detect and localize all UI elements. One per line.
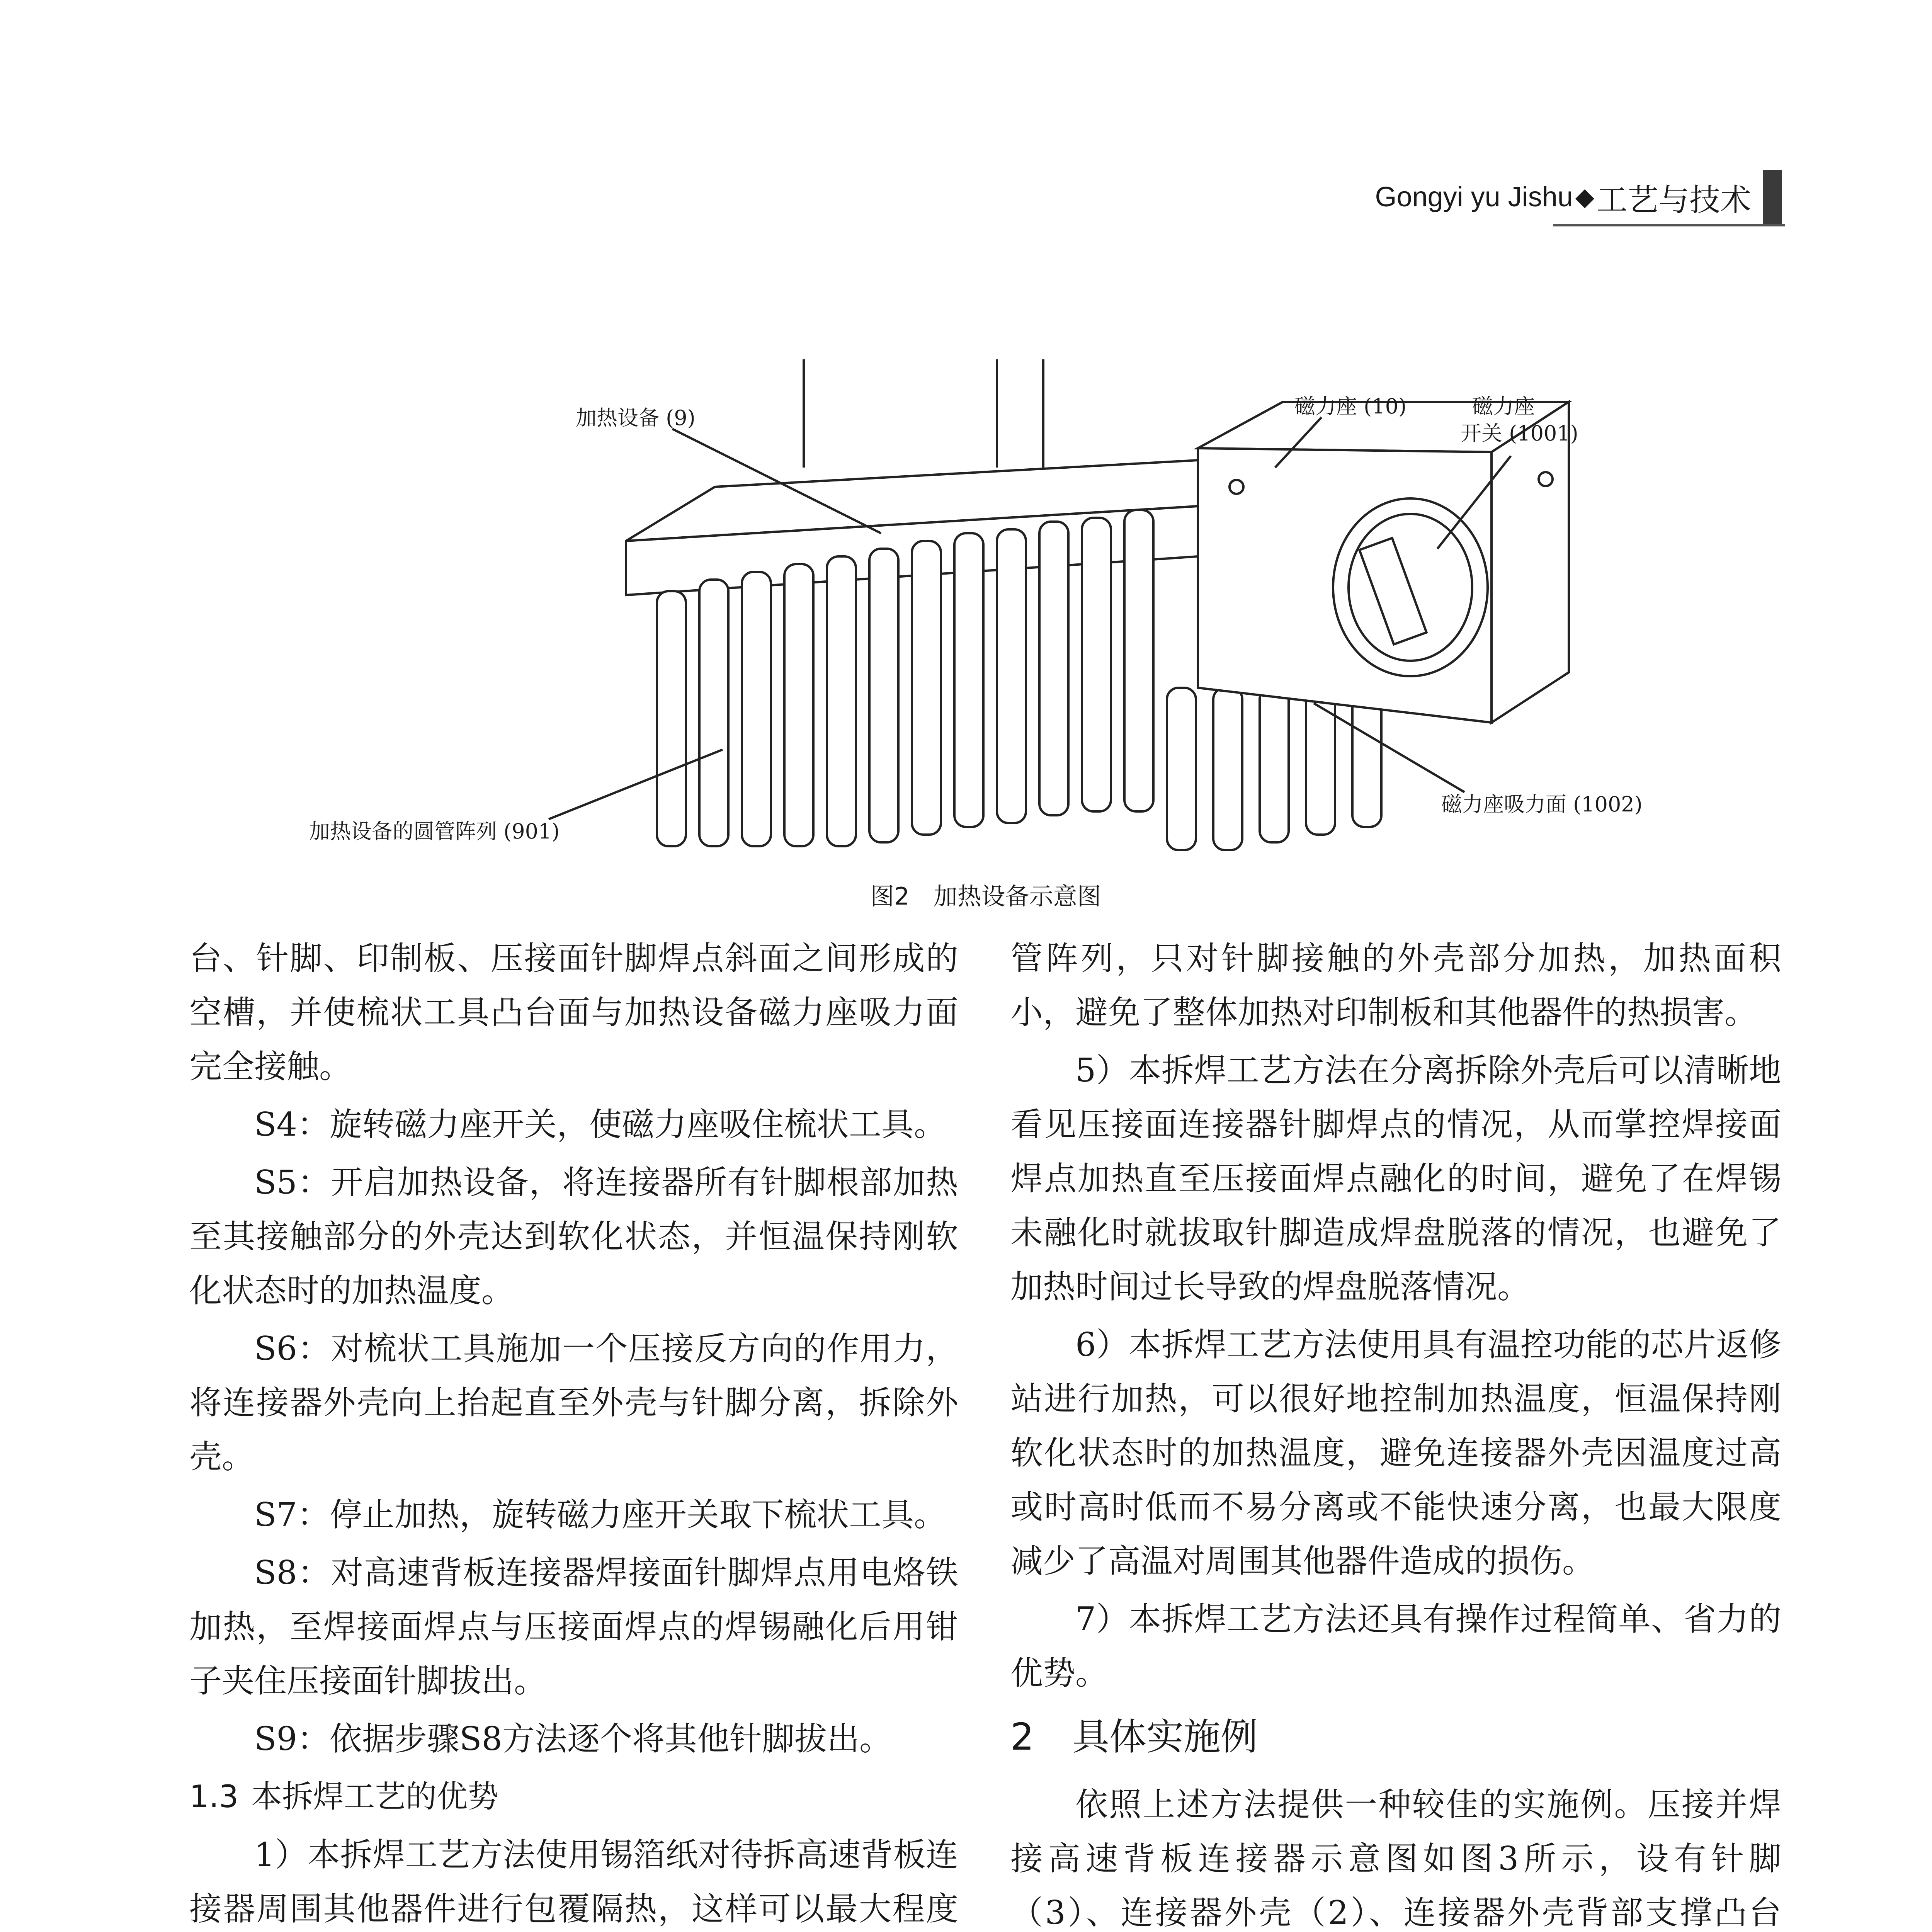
step-s9: S9：依据步骤S8方法逐个将其他针脚拔出。 — [254, 1720, 892, 1758]
section-title: 本拆焊工艺的优势 — [251, 1779, 498, 1815]
label-mag-face: 磁力座吸力面 (1002) — [1441, 792, 1643, 816]
section-number: 1.3 — [189, 1779, 239, 1815]
step-s6: S6：对梳状工具施加一个压接反方向的作用力，将连接器外壳向上抬起直至外壳与针脚分离，拆除外壳。 — [189, 1330, 958, 1476]
running-header — [1375, 170, 1782, 224]
step-s5: S5：开启加热设备，将连接器所有针脚根部加热至其接触部分的外壳达到软化状态，并恒温保持刚软化状态时的加热温度。 — [189, 1163, 958, 1310]
header-section: 工艺与技术 — [1597, 182, 1751, 218]
figure-caption: 图2 加热设备示意图 — [870, 882, 1101, 910]
leader-tube-array — [549, 750, 723, 819]
section-heading-2 — [1010, 1708, 1781, 1766]
advantage-6: 6）本拆焊工艺方法使用具有温控功能的芯片返修站进行加热，可以很好地控制加热温度，恒温保持刚软化状态时的加热温度，避免连接器外壳因温度过高或时高时低而不易分离或不能快速分离，也最大限度减少了高温对周围其他器件造成的损伤。 — [1010, 1326, 1781, 1580]
label-heater: 加热设备 (9) — [576, 406, 696, 430]
advantage-1: 1）本拆焊工艺方法使用锡箔纸对待拆高速背板连接器周围其他器件进行包覆隔热，这样可以最大程度 — [189, 1836, 958, 1928]
paragraph: 管阵列，只对针脚接触的外壳部分加热，加热面积小，避免了整体加热对印制板和其他器件的热损害。 — [1010, 939, 1781, 1031]
label-mag-base: 磁力座 (10) — [1294, 394, 1407, 418]
example-paragraph: 依照上述方法提供一种较佳的实施例。压接并焊接高速背板连接器示意图如图3所示，设有针脚（3）、连接器外壳（2）、连接器外壳背部支撑凸台 — [1010, 1786, 1781, 1932]
heater-diagram — [309, 340, 1662, 873]
right-column — [1010, 931, 1781, 1932]
advantage-5: 5）本拆焊工艺方法在分离拆除外壳后可以清晰地看见压接面连接器针脚焊点的情况，从而掌控焊接面焊点加热直至压接面焊点融化的时间，避免了在焊锡未融化时就拔取针脚造成焊盘脱落的情况，也避免了加热时间过长导致的焊盘脱落情况。 — [1010, 1051, 1781, 1306]
paragraph: 台、针脚、印制板、压接面针脚焊点斜面之间形成的空槽，并使梳状工具凸台面与加热设备磁力座吸力面完全接触。 — [189, 939, 958, 1085]
section-title: 具体实施例 — [1072, 1715, 1258, 1759]
header-latin: Gongyi yu Jishu — [1375, 182, 1573, 213]
label-mag-switch-1: 磁力座 — [1472, 394, 1535, 418]
step-s4: S4：旋转磁力座开关，使磁力座吸住梳状工具。 — [254, 1105, 946, 1143]
label-tube-array: 加热设备的圆管阵列 (901) — [309, 819, 560, 844]
section-number: 2 — [1010, 1715, 1034, 1759]
advantage-7: 7）本拆焊工艺方法还具有操作过程简单、省力的优势。 — [1010, 1600, 1781, 1692]
header-rule — [1553, 224, 1785, 226]
mag-base-side — [1492, 402, 1569, 723]
step-s8: S8：对高速背板连接器焊接面针脚焊点用电烙铁加热，至焊接面焊点与压接面焊点的焊锡融化后用钳子夹住压接面针脚拔出。 — [189, 1554, 958, 1700]
step-s7: S7：停止加热，旋转磁力座开关取下梳状工具。 — [254, 1496, 946, 1534]
left-column — [189, 931, 958, 1932]
header-bar — [1763, 170, 1782, 224]
section-heading-1-3 — [189, 1770, 958, 1824]
figure-2 — [309, 340, 1662, 873]
label-mag-switch-2: 开关 (1001) — [1461, 421, 1578, 446]
header-diamond: ◆ — [1575, 183, 1594, 211]
